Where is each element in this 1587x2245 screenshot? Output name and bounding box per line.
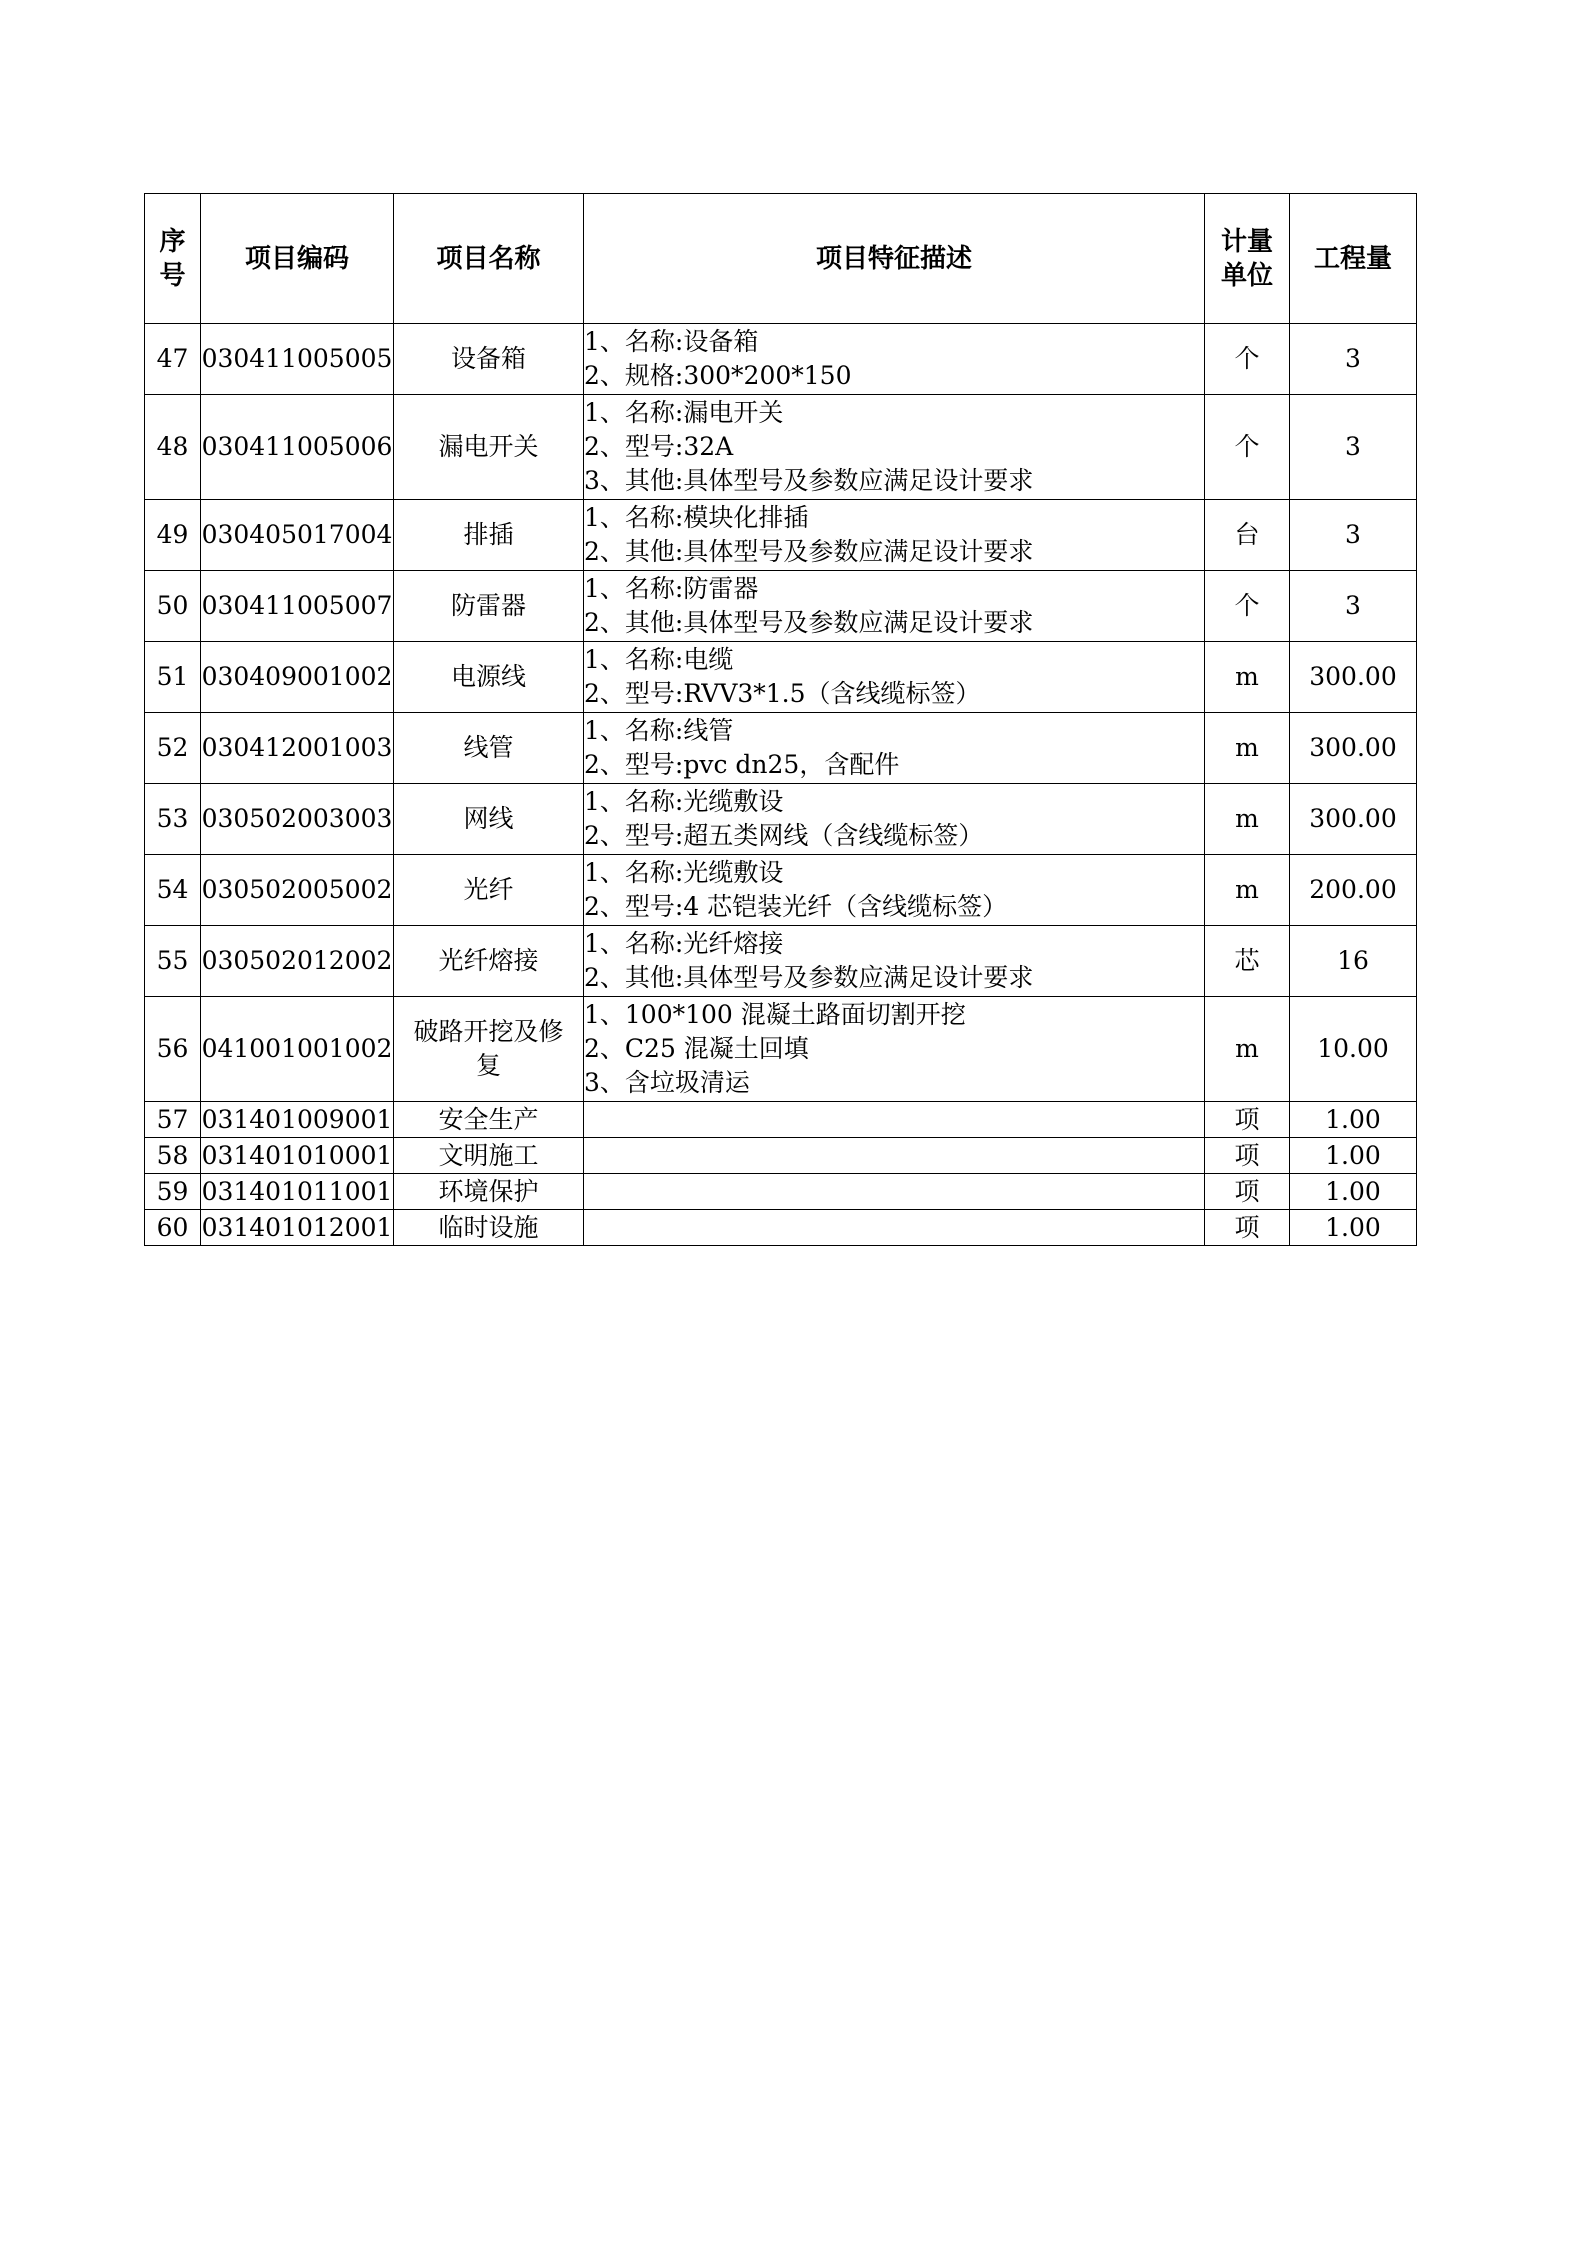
cell-seq: 58 (145, 1138, 201, 1174)
cell-desc-line: 1、名称:光纤熔接 (584, 929, 784, 958)
cell-seq: 49 (145, 500, 201, 571)
table-row (145, 1138, 1417, 1174)
cell-unit: 台 (1205, 500, 1290, 571)
cell-desc-line: 2、其他:具体型号及参数应满足设计要求 (584, 963, 1034, 992)
cell-name-line: 破路开挖及修 (413, 1017, 564, 1046)
cell-code: 030405017004 (201, 500, 394, 571)
cell-unit: 项 (1205, 1138, 1290, 1174)
cell-code: 030411005006 (201, 395, 394, 500)
cell-desc (584, 926, 1205, 997)
cell-name-line: 电源线 (450, 662, 526, 691)
table-row (145, 713, 1417, 784)
cell-name-line: 安全生产 (438, 1104, 539, 1134)
cell-unit: 项 (1205, 1210, 1290, 1246)
cell-unit: m (1205, 997, 1290, 1102)
cell-seq: 60 (145, 1210, 201, 1246)
cell-qty: 10.00 (1290, 997, 1417, 1102)
cell-seq: 57 (145, 1102, 201, 1138)
cell-code: 030502003003 (201, 784, 394, 855)
cell-code: 030411005005 (201, 324, 394, 395)
table-row (145, 1174, 1417, 1210)
cell-code: 031401009001 (201, 1102, 394, 1138)
cell-desc (584, 1138, 1205, 1174)
cell-unit: 芯 (1205, 926, 1290, 997)
cell-desc-line: 2、型号:RVV3*1.5（含线缆标签） (584, 679, 981, 708)
cell-desc (584, 1210, 1205, 1246)
cell-unit: 个 (1205, 324, 1290, 395)
table-row (145, 395, 1417, 500)
cell-name-line: 文明施工 (438, 1140, 539, 1170)
header-seq-line-1: 序 (159, 226, 186, 257)
table-row (145, 500, 1417, 571)
cell-name (394, 571, 584, 642)
cell-desc (584, 395, 1205, 500)
cell-desc-line: 2、C25 混凝土回填 (584, 1034, 809, 1063)
cell-qty: 1.00 (1290, 1102, 1417, 1138)
cell-seq: 51 (145, 642, 201, 713)
cell-desc-line: 1、名称:防雷器 (584, 574, 759, 603)
cell-name-line: 防雷器 (450, 591, 526, 620)
cell-qty: 3 (1290, 324, 1417, 395)
header-unit-line-1: 计量 (1220, 226, 1273, 257)
cell-name-line: 网线 (463, 804, 514, 833)
cell-seq: 53 (145, 784, 201, 855)
cell-name (394, 1210, 584, 1246)
cell-code: 031401011001 (201, 1174, 394, 1210)
cell-unit: m (1205, 784, 1290, 855)
cell-seq: 56 (145, 997, 201, 1102)
header-seq-line-2: 号 (159, 260, 186, 291)
header-code: 项目编码 (201, 194, 394, 324)
cell-name-line: 设备箱 (450, 344, 526, 373)
cell-desc-line: 1、名称:光缆敷设 (584, 858, 784, 887)
cell-seq: 55 (145, 926, 201, 997)
cell-unit: m (1205, 713, 1290, 784)
cell-desc (584, 1174, 1205, 1210)
cell-qty: 200.00 (1290, 855, 1417, 926)
cell-name (394, 642, 584, 713)
cell-qty: 16 (1290, 926, 1417, 997)
cell-seq: 47 (145, 324, 201, 395)
cell-seq: 59 (145, 1174, 201, 1210)
cell-desc-line: 1、100*100 混凝土路面切割开挖 (584, 1000, 966, 1029)
cell-name (394, 500, 584, 571)
cell-unit: 项 (1205, 1174, 1290, 1210)
cell-qty: 3 (1290, 571, 1417, 642)
cell-desc-line: 2、型号:pvc dn25，含配件 (584, 750, 900, 779)
cell-qty: 300.00 (1290, 713, 1417, 784)
cell-desc-line: 1、名称:电缆 (584, 645, 734, 674)
cell-name (394, 713, 584, 784)
cell-unit: m (1205, 642, 1290, 713)
cell-desc (584, 324, 1205, 395)
cell-desc (584, 500, 1205, 571)
table-row (145, 571, 1417, 642)
cell-desc (584, 713, 1205, 784)
cell-desc-line: 2、规格:300*200*150 (584, 361, 852, 390)
cell-desc-line: 1、名称:设备箱 (584, 327, 759, 356)
cell-desc-line: 1、名称:漏电开关 (584, 398, 784, 427)
cell-desc (584, 1102, 1205, 1138)
table-row (145, 997, 1417, 1102)
cell-name-line: 排插 (463, 520, 514, 549)
table-row (145, 324, 1417, 395)
table-body (145, 324, 1417, 1246)
cell-code: 030411005007 (201, 571, 394, 642)
cell-code: 030502012002 (201, 926, 394, 997)
header-qty: 工程量 (1290, 194, 1417, 324)
cell-code: 030502005002 (201, 855, 394, 926)
cell-name (394, 997, 584, 1102)
cell-name (394, 926, 584, 997)
table-row (145, 855, 1417, 926)
cell-unit: m (1205, 855, 1290, 926)
cell-seq: 52 (145, 713, 201, 784)
cell-name-line: 光纤熔接 (438, 946, 539, 975)
cell-qty: 1.00 (1290, 1174, 1417, 1210)
table-row (145, 642, 1417, 713)
cell-name (394, 395, 584, 500)
cell-name-line: 复 (475, 1051, 501, 1080)
cell-code: 030412001003 (201, 713, 394, 784)
cell-unit: 个 (1205, 395, 1290, 500)
cell-code: 030409001002 (201, 642, 394, 713)
cell-desc-line: 1、名称:模块化排插 (584, 503, 809, 532)
cell-desc (584, 784, 1205, 855)
cell-desc (584, 855, 1205, 926)
table-header-row (145, 194, 1417, 324)
cell-name (394, 784, 584, 855)
cell-name (394, 1138, 584, 1174)
cell-code: 031401010001 (201, 1138, 394, 1174)
cell-desc-line: 1、名称:线管 (584, 716, 734, 745)
cell-name (394, 1102, 584, 1138)
cell-desc-line: 1、名称:光缆敷设 (584, 787, 784, 816)
cell-desc-line: 2、型号:4 芯铠装光纤（含线缆标签） (584, 892, 1008, 921)
cell-unit: 个 (1205, 571, 1290, 642)
cell-name (394, 855, 584, 926)
cell-qty: 300.00 (1290, 784, 1417, 855)
header-desc: 项目特征描述 (584, 194, 1205, 324)
cell-name-line: 漏电开关 (438, 432, 539, 461)
header-seq (145, 194, 201, 324)
cell-desc (584, 642, 1205, 713)
cell-desc-line: 2、型号:超五类网线（含线缆标签） (584, 821, 984, 850)
cell-name-line: 光纤 (463, 875, 514, 904)
cell-unit: 项 (1205, 1102, 1290, 1138)
cell-name-line: 临时设施 (438, 1212, 539, 1242)
cell-qty: 3 (1290, 395, 1417, 500)
cell-desc-line: 2、其他:具体型号及参数应满足设计要求 (584, 537, 1034, 566)
cell-qty: 3 (1290, 500, 1417, 571)
cell-desc-line: 3、其他:具体型号及参数应满足设计要求 (584, 466, 1034, 495)
table-row (145, 784, 1417, 855)
cell-qty: 1.00 (1290, 1138, 1417, 1174)
cell-desc-line: 2、型号:32A (584, 432, 734, 461)
cell-qty: 300.00 (1290, 642, 1417, 713)
cell-seq: 50 (145, 571, 201, 642)
cell-qty: 1.00 (1290, 1210, 1417, 1246)
cell-name-line: 线管 (463, 733, 514, 762)
cell-seq: 48 (145, 395, 201, 500)
cell-code: 041001001002 (201, 997, 394, 1102)
cell-seq: 54 (145, 855, 201, 926)
cell-name (394, 1174, 584, 1210)
cell-name (394, 324, 584, 395)
cell-name-line: 环境保护 (438, 1176, 539, 1206)
table-row (145, 1210, 1417, 1246)
table-row (145, 926, 1417, 997)
cell-desc (584, 997, 1205, 1102)
header-unit (1205, 194, 1290, 324)
cell-code: 031401012001 (201, 1210, 394, 1246)
bill-of-quantities-table (144, 193, 1417, 1246)
cell-desc-line: 3、含垃圾清运 (584, 1068, 750, 1097)
header-name: 项目名称 (394, 194, 584, 324)
cell-desc-line: 2、其他:具体型号及参数应满足设计要求 (584, 608, 1034, 637)
table-row (145, 1102, 1417, 1138)
cell-desc (584, 571, 1205, 642)
header-unit-line-2: 单位 (1220, 260, 1273, 291)
